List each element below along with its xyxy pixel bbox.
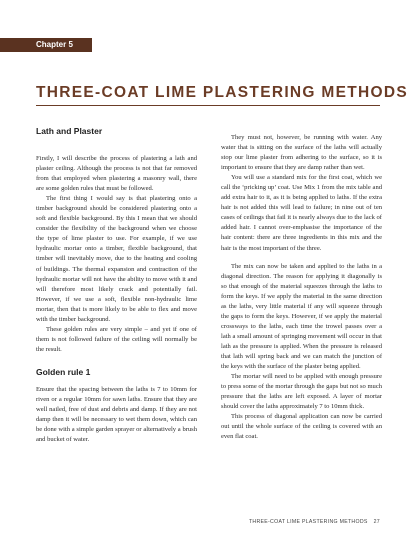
right-column bbox=[221, 133, 382, 442]
paragraph: Ensure that the spacing between the laths is 7 to 10mm for riven or a regular 10mm for sawn laths. Ensure that they are well nailed, free of dust and debris and damp. If they are not damp then it will be necessary to wet them down, which can be done with a simple garden sprayer or alternatively a brush and bucket of water. bbox=[36, 385, 197, 444]
section-heading: Lath and Plaster bbox=[36, 126, 103, 136]
running-title: THREE-COAT LIME PLASTERING METHODS bbox=[248, 519, 368, 525]
paragraph: This process of diagonal application can now be carried out until the whole surface of the ceiling is covered with an even flat coat. bbox=[221, 413, 382, 441]
page-footer bbox=[200, 519, 380, 525]
page-number: 27 bbox=[373, 519, 380, 525]
paragraph: Firstly, I will describe the process of plastering a lath and plaster ceiling. Although the process is not that far removed from that employed when plastering a masonry wall, there are some golden rules that must be followed. bbox=[36, 155, 197, 193]
paragraph: You will use a standard mix for the first coat, which we call the ‘pricking up’ coat. Use Mix 1 from the mix table and add extra hair to it, as it is being applied to laths. If the extra hair is not added this will lead to failure; in nine out of ten cases of ceilings that fail it is nearly always due to the lack of added hair. I cannot over-emphasise the importance of the hair content: there are three ingredients in this mix and the hair is the most important of the three. bbox=[221, 174, 382, 252]
left-column bbox=[36, 124, 197, 445]
paragraph: The first thing I would say is that plastering onto a timber background should be considered plastering onto a soft and flexible background. By this I mean that we should consider the flexibility of the background when we choose the type of lime plaster to use. For example, if we use hydraulic mortar onto a timber, flexible background, that timber will inevitably move, due to the heating and cooling of buildings. The thermal expansion and contraction of the hydraulic mortar will not have the ability to move with it and will therefore most likely crack and potentially fail. However, if we use a soft, flexible non-hydraulic lime mortar, then that is more likely to be able to flex and move with the timber background. bbox=[36, 195, 197, 323]
paragraph: The mortar will need to be applied with enough pressure to press some of the mortar through the gaps but not so much pressure that the laths are left exposed. A layer of mortar should cover the laths approximately 7 to 10mm thick. bbox=[221, 373, 382, 411]
page-title: THREE-COAT LIME PLASTERING METHODS bbox=[36, 84, 408, 101]
paragraph: They must not, however, be running with water. Any water that is sitting on the surface of the laths will actually stop our lime plaster from adhering to the surface, so it is important to ensure that they are damp rather than wet. bbox=[221, 134, 382, 172]
subsection-heading: Golden rule 1 bbox=[36, 366, 91, 377]
paragraph: These golden rules are very simple – and yet if one of them is not followed failure of the ceiling will normally be the result. bbox=[36, 325, 197, 353]
paragraph: The mix can now be taken and applied to the laths in a diagonal direction. The reason for applying it diagonally is so that enough of the material squeezes through the laths to form the keys. If we apply the material in the same direction as the laths, very little material if any will squeeze through the gaps to form the keys. However, if we apply the material crossways to the laths, each time the trowel passes over a lath a small amount of springing movement will occur in that lath as the pressure is applied. When the pressure is released that lath will spring back and we can match the junction of the keys with the surface of the plaster being applied. bbox=[221, 262, 382, 371]
chapter-label: Chapter 5 bbox=[0, 38, 92, 52]
title-divider bbox=[36, 105, 380, 106]
